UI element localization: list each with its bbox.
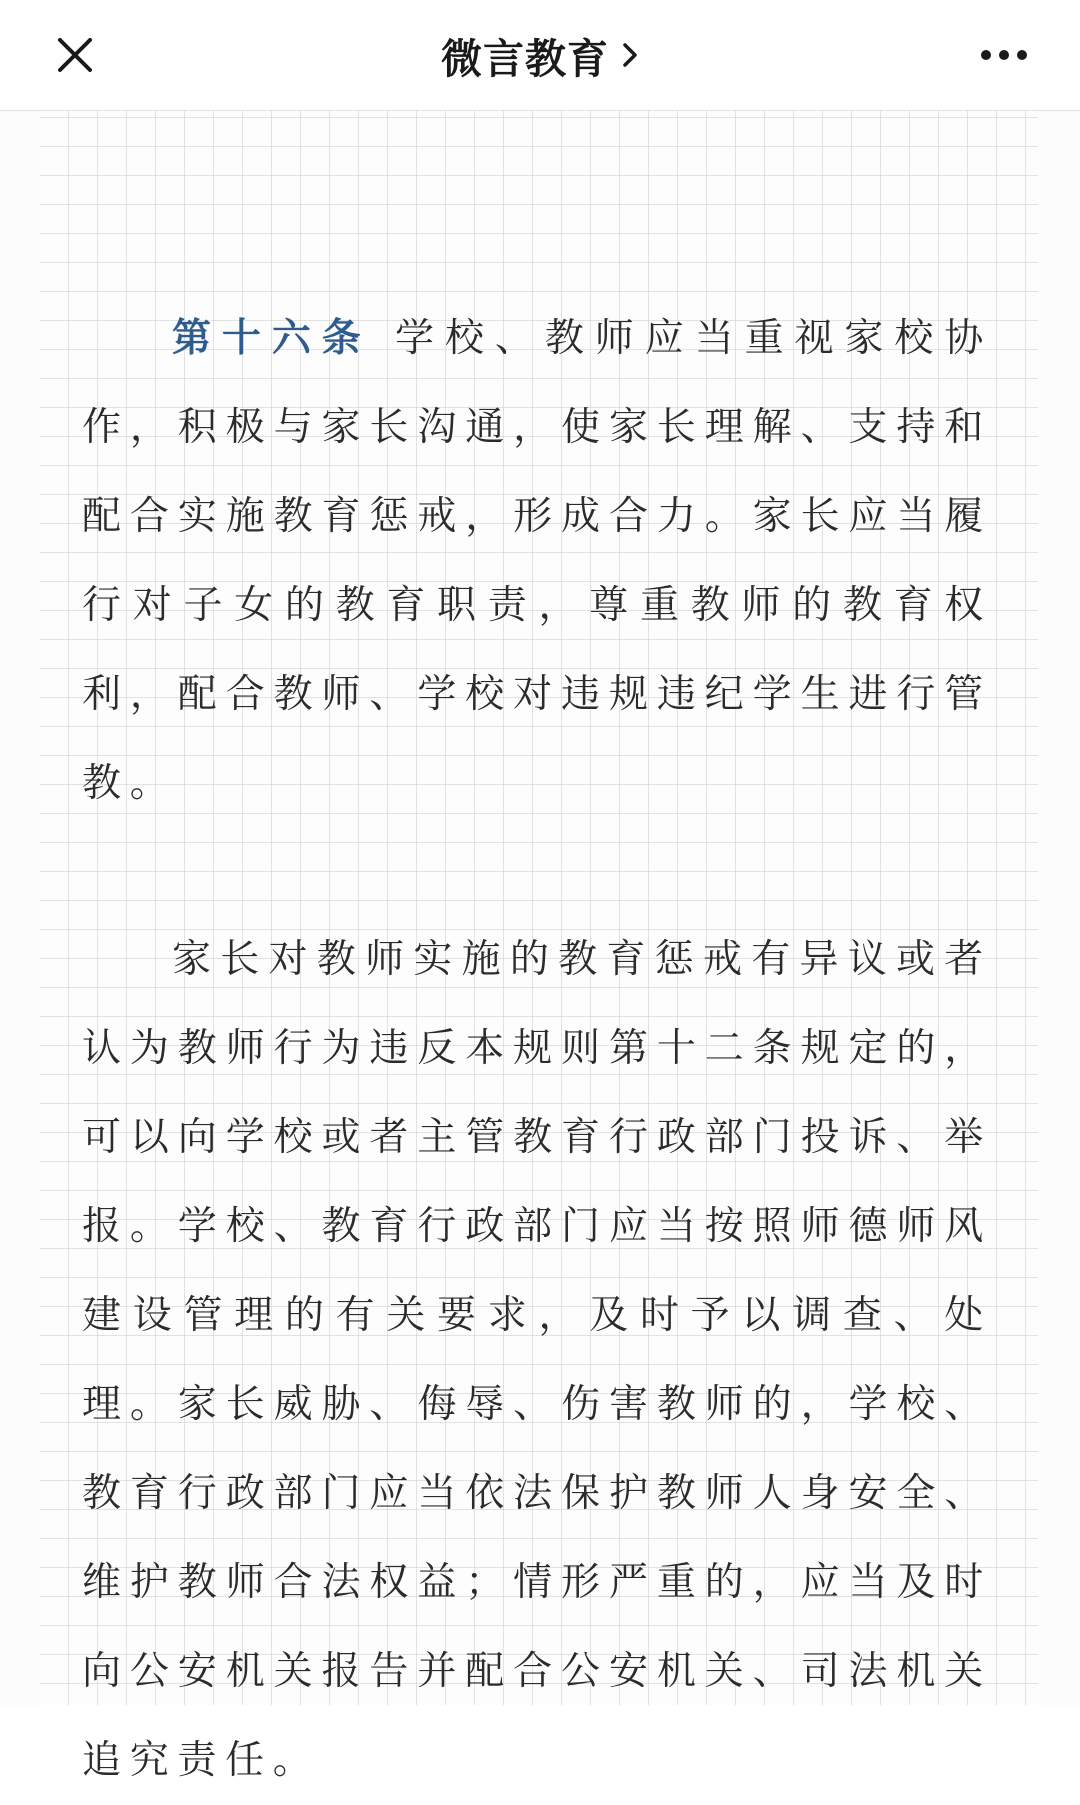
top-nav-bar	[0, 0, 1080, 111]
chevron-right-icon	[621, 40, 639, 70]
account-title-button[interactable]	[0, 26, 1080, 84]
paragraph-text: 家长对教师实施的教育惩戒有异议或者认为教师行为违反本规则第十二条规定的，可以向学校或者主管教育行政部门投诉、举报。学校、教育行政部门应当按照师德师风建设管理的有关要求，及时予以调查、处理。家长威胁、侮辱、伤害教师的，学校、教育行政部门应当依法保护教师人身安全、维护教师合法权益；情形严重的，应当及时向公安机关报告并配合公安机关、司法机关追究责任。	[82, 937, 992, 1783]
article-paragraph	[82, 915, 992, 1805]
article-number-label: 第十六条	[172, 316, 372, 361]
article-content	[0, 111, 1080, 1783]
paragraph-text: 学校、教师应当重视家校协作，积极与家长沟通，使家长理解、支持和配合实施教育惩戒，形成合力。家长应当履行对子女的教育职责，尊重教师的教育权利，配合教师、学校对违规违纪学生进行管教。	[82, 316, 992, 806]
more-icon[interactable]	[978, 38, 1030, 72]
account-name: 微言教育	[441, 34, 609, 83]
article-paragraph	[82, 294, 992, 828]
